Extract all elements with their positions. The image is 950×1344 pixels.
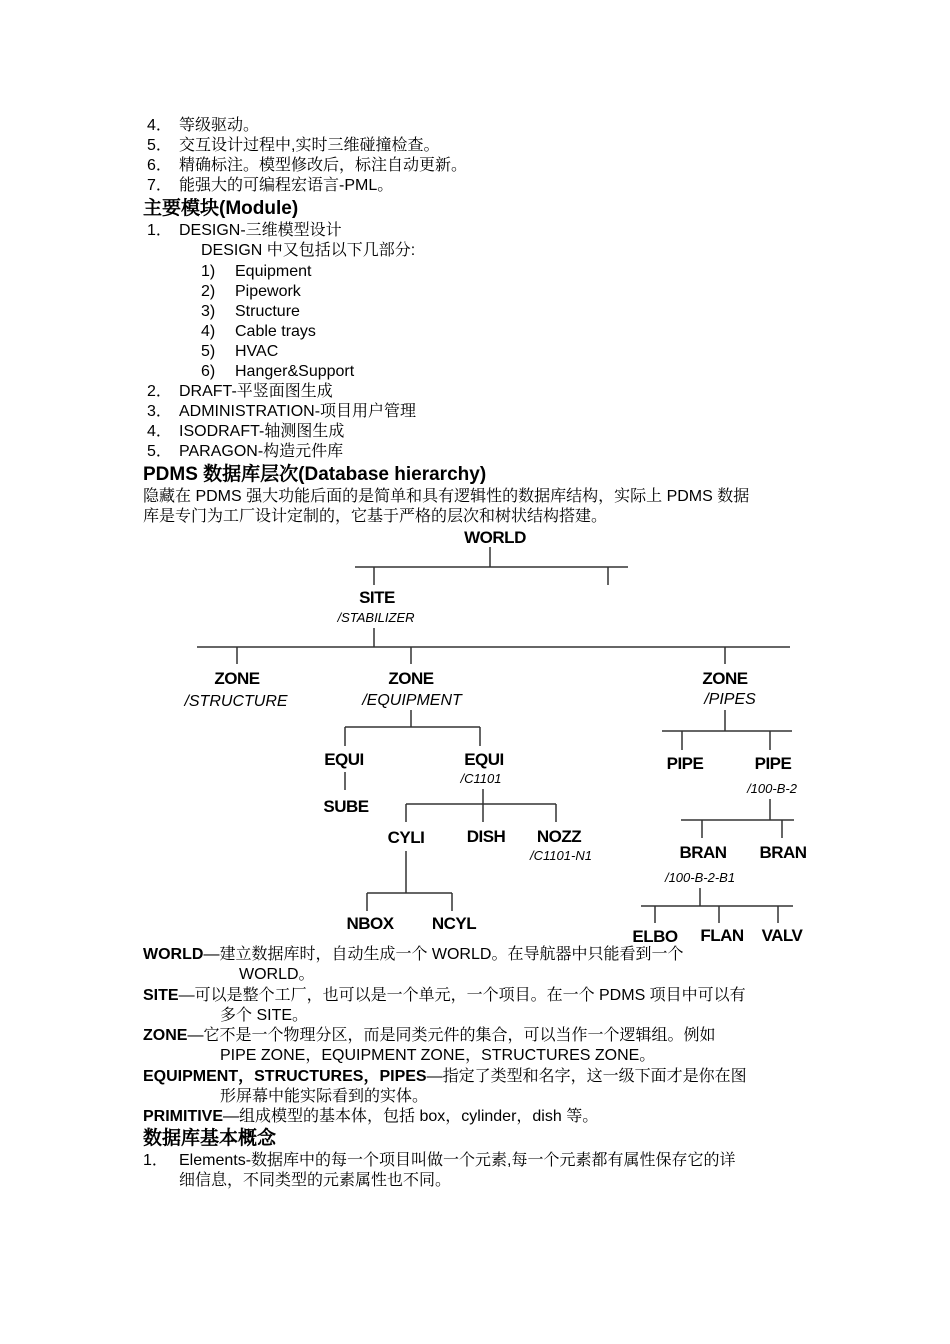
design-intro: DESIGN 中又包括以下几部分: xyxy=(201,242,416,259)
node-site-name: /STABILIZER xyxy=(337,610,415,625)
node-pipe-100-b-2-name: /100-B-2 xyxy=(747,781,797,796)
definition-equipment: EQUIPMENT，STRUCTURES，PIPES—指定了类型和名字，这一级下面才是你在图 形屏幕中能实际看到的实体。 xyxy=(143,1068,747,1105)
feature-item: 4． 等级驱动。 xyxy=(147,117,260,134)
hierarchy-paragraph-line: 库是专门为工厂设计定制的，它基于严格的层次和树状结构搭建。 xyxy=(143,508,608,525)
node-dish: DISH xyxy=(466,827,506,846)
concepts-heading: 数据库基本概念 xyxy=(143,1128,277,1149)
node-equi-c1101-name: /C1101 xyxy=(460,771,502,786)
module-item: 5． PARAGON-构造元件库 xyxy=(147,443,344,460)
feature-item: 7． 能强大的可编程宏语言-PML。 xyxy=(147,177,394,194)
design-part: 3) Structure xyxy=(201,303,300,320)
module-item: 2． DRAFT-平竖面图生成 xyxy=(147,383,333,400)
node-zone-structure: ZONE xyxy=(214,669,260,688)
node-ncyl: NCYL xyxy=(431,914,477,933)
hierarchy-paragraph-line: 隐藏在 PDMS 强大功能后面的是简单和具有逻辑性的数据库结构，实际上 PDMS 数据 xyxy=(143,488,750,505)
node-zone-structure-name: /STRUCTURE xyxy=(184,693,288,710)
design-part: 6) Hanger&Support xyxy=(201,363,355,380)
node-zone-pipes: ZONE xyxy=(702,669,748,688)
node-nbox: NBOX xyxy=(346,914,394,933)
node-flan: FLAN xyxy=(700,926,744,945)
node-pipe: PIPE xyxy=(666,754,704,773)
node-zone-pipes-name: /PIPES xyxy=(704,691,756,708)
concept-item: 1． Elements-数据库中的每一个项目叫做一个元素,每一个元素都有属性保存它的详 细信息，不同类型的元素属性也不同。 xyxy=(143,1152,736,1189)
node-pipe-100-b-2: PIPE xyxy=(754,754,792,773)
node-zone-equipment-name: /EQUIPMENT xyxy=(362,692,462,709)
node-nozz-name: /C1101-N1 xyxy=(530,848,592,863)
design-part: 5) HVAC xyxy=(201,343,279,360)
tree-connectors xyxy=(197,547,794,923)
node-equi: EQUI xyxy=(324,750,364,769)
node-site: SITE xyxy=(359,588,395,607)
node-cyli: CYLI xyxy=(387,828,425,847)
node-nozz: NOZZ xyxy=(536,827,582,846)
definition-primitive: PRIMITIVE—组成模型的基本体，包括 box，cylinder，dish 等。 xyxy=(143,1108,599,1125)
modules-heading: 主要模块(Module) xyxy=(143,198,299,219)
module-item: 4． ISODRAFT-轴测图生成 xyxy=(147,423,345,440)
definition-world: WORLD—建立数据库时，自动生成一个 WORLD。在导航器中只能看到一个 WORLD。 xyxy=(143,946,684,983)
node-bran-100-b-2-b1-name: /100-B-2-B1 xyxy=(664,870,736,885)
definition-site: SITE—可以是整个工厂，也可以是一个单元，一个项目。在一个 PDMS 项目中可以有 多个 SITE。 xyxy=(143,987,746,1024)
module-item: 3． ADMINISTRATION-项目用户管理 xyxy=(147,403,417,420)
node-elbo: ELBO xyxy=(632,927,678,946)
design-part: 4) Cable trays xyxy=(201,323,316,340)
node-equi-c1101: EQUI xyxy=(464,750,504,769)
node-bran-100-b-2-b1: BRAN xyxy=(679,843,727,862)
hierarchy-heading: PDMS 数据库层次(Database hierarchy) xyxy=(143,464,487,485)
node-zone-equipment: ZONE xyxy=(388,669,434,688)
module-item: 1． DESIGN-三维模型设计 xyxy=(147,222,342,239)
feature-item: 5． 交互设计过程中,实时三维碰撞检查。 xyxy=(147,137,440,154)
node-valv: VALV xyxy=(761,926,803,945)
node-world: WORLD xyxy=(464,528,526,547)
feature-item: 6． 精确标注。模型修改后，标注自动更新。 xyxy=(147,157,468,174)
definition-zone: ZONE—它不是一个物理分区，而是同类元件的集合，可以当作一个逻辑组。例如 PIPE ZONE，EQUIPMENT ZONE，STRUCTURES ZONE。 xyxy=(143,1027,716,1064)
node-bran: BRAN xyxy=(759,843,807,862)
node-sube: SUBE xyxy=(323,797,369,816)
design-part: 2) Pipework xyxy=(201,283,301,300)
design-part: 1) Equipment xyxy=(201,263,312,280)
